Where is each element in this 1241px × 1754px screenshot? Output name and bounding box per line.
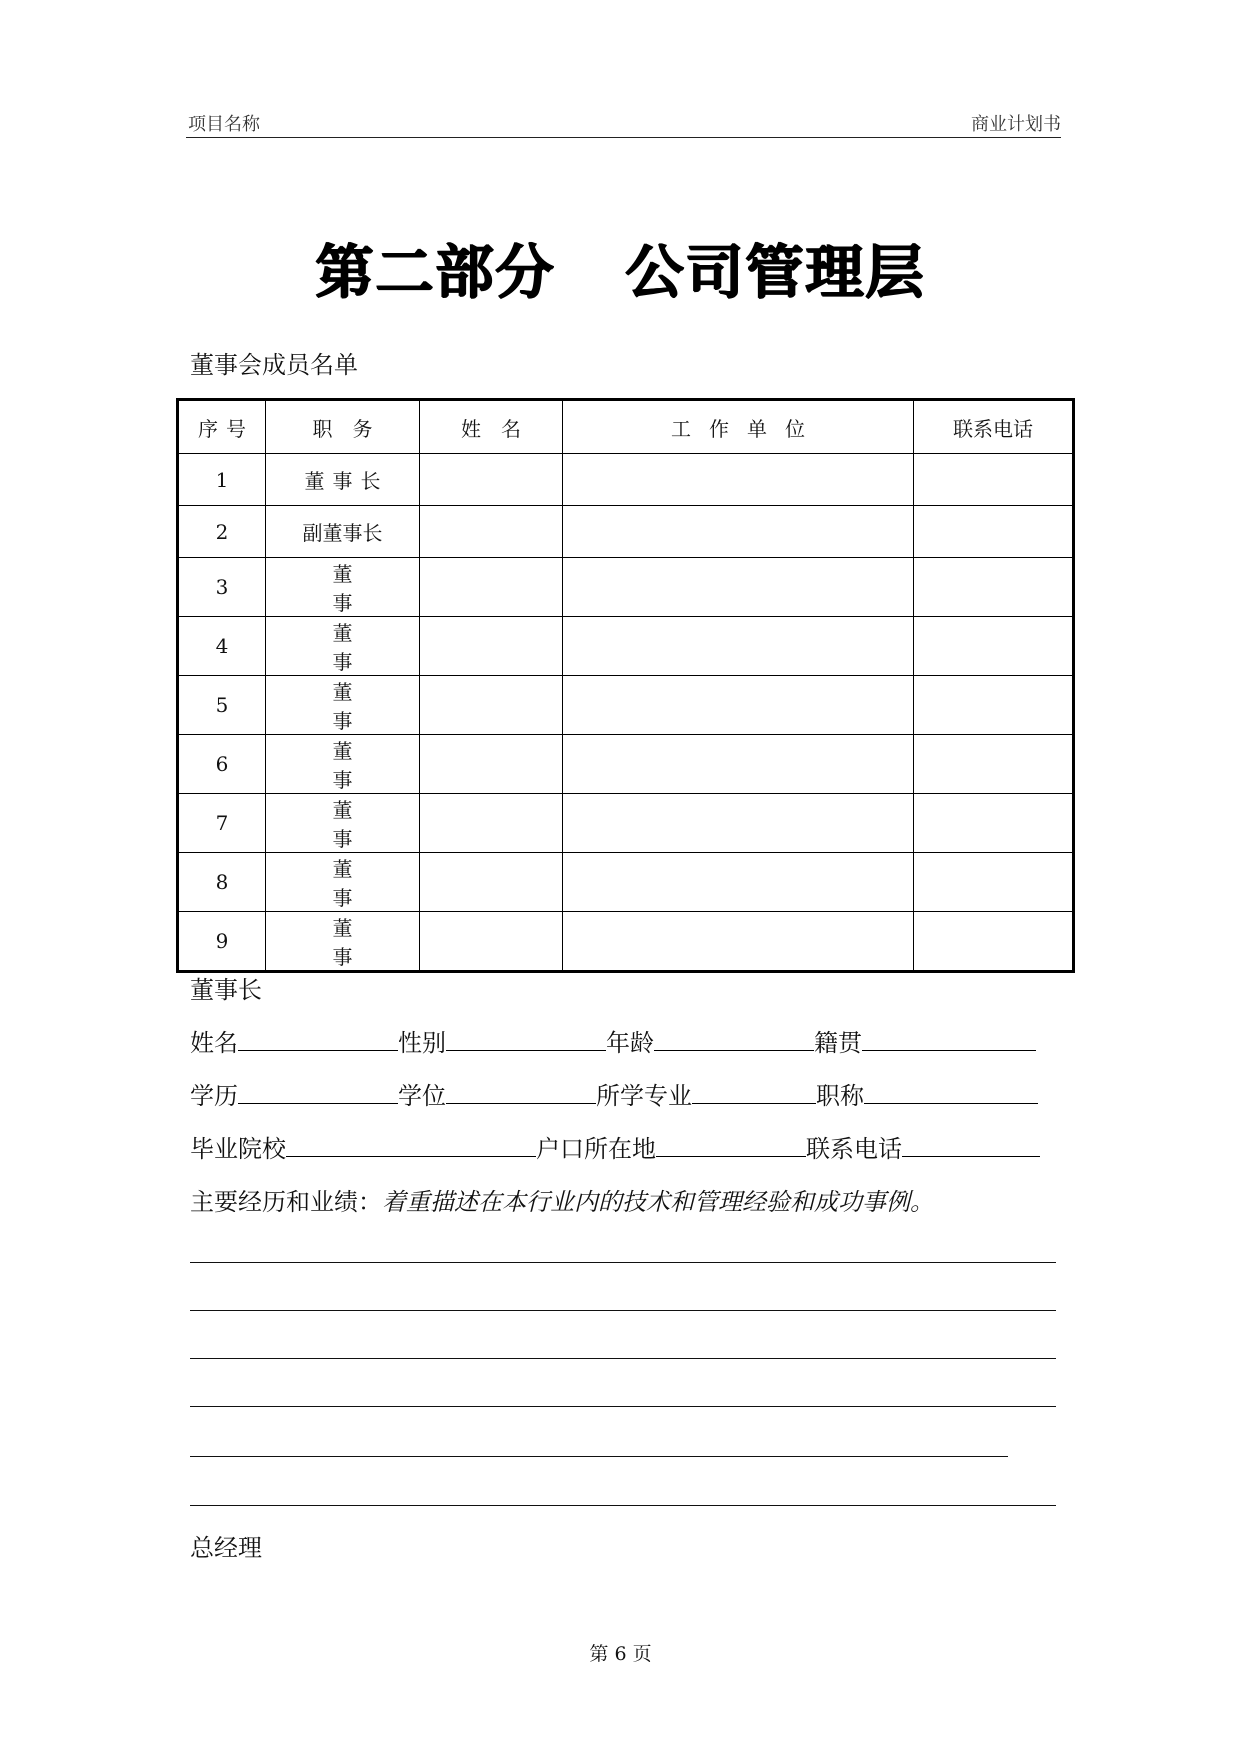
row-no: 1 bbox=[178, 454, 266, 506]
row-phone-cell[interactable] bbox=[914, 506, 1074, 558]
table-header-row bbox=[178, 400, 1074, 454]
title-label: 职称 bbox=[816, 1082, 864, 1110]
phone-blank[interactable] bbox=[902, 1134, 1040, 1157]
row-no: 9 bbox=[178, 912, 266, 972]
row-name-cell[interactable] bbox=[420, 853, 563, 912]
row-name-cell[interactable] bbox=[420, 454, 563, 506]
hukou-blank[interactable] bbox=[656, 1134, 806, 1157]
row-name-cell[interactable] bbox=[420, 558, 563, 617]
col-header-position: 职 务 bbox=[266, 400, 420, 454]
row-phone-cell[interactable] bbox=[914, 617, 1074, 676]
row-unit-cell[interactable] bbox=[563, 454, 914, 506]
row-position: 董事 bbox=[266, 912, 420, 972]
education-label: 学历 bbox=[190, 1082, 238, 1110]
age-label: 年龄 bbox=[606, 1029, 654, 1057]
age-blank[interactable] bbox=[654, 1028, 814, 1051]
table-row bbox=[178, 735, 1074, 794]
table-row bbox=[178, 676, 1074, 735]
part-number: 第二部分 bbox=[315, 238, 556, 306]
school-label: 毕业院校 bbox=[190, 1135, 286, 1163]
row-position: 董事 bbox=[266, 735, 420, 794]
row-phone-cell[interactable] bbox=[914, 454, 1074, 506]
row-unit-cell[interactable] bbox=[563, 676, 914, 735]
row-no: 8 bbox=[178, 853, 266, 912]
table-row bbox=[178, 558, 1074, 617]
row-name-cell[interactable] bbox=[420, 912, 563, 972]
fill-line[interactable] bbox=[190, 1456, 1008, 1457]
degree-label: 学位 bbox=[398, 1082, 446, 1110]
name-label: 姓名 bbox=[190, 1029, 238, 1057]
major-blank[interactable] bbox=[692, 1081, 816, 1104]
row-unit-cell[interactable] bbox=[563, 506, 914, 558]
row-unit-cell[interactable] bbox=[563, 794, 914, 853]
col-header-no: 序号 bbox=[178, 400, 266, 454]
row-name-cell[interactable] bbox=[420, 676, 563, 735]
row-unit-cell[interactable] bbox=[563, 853, 914, 912]
table-row bbox=[178, 617, 1074, 676]
row-name-cell[interactable] bbox=[420, 794, 563, 853]
row-no: 6 bbox=[178, 735, 266, 794]
board-section-label: 董事会成员名单 bbox=[190, 351, 358, 379]
header-right: 商业计划书 bbox=[971, 114, 1061, 135]
education-blank[interactable] bbox=[238, 1081, 398, 1104]
phone-label: 联系电话 bbox=[806, 1135, 902, 1163]
row-position: 董事 bbox=[266, 853, 420, 912]
col-header-name: 姓 名 bbox=[420, 400, 563, 454]
row-phone-cell[interactable] bbox=[914, 794, 1074, 853]
row-unit-cell[interactable] bbox=[563, 617, 914, 676]
title-blank[interactable] bbox=[864, 1081, 1038, 1104]
row-unit-cell[interactable] bbox=[563, 735, 914, 794]
name-blank[interactable] bbox=[238, 1028, 398, 1051]
row-phone-cell[interactable] bbox=[914, 735, 1074, 794]
fill-line[interactable] bbox=[190, 1505, 1056, 1506]
row-no: 3 bbox=[178, 558, 266, 617]
gm-label: 总经理 bbox=[190, 1534, 262, 1562]
board-members-table bbox=[176, 398, 1075, 973]
school-blank[interactable] bbox=[286, 1134, 536, 1157]
table-row bbox=[178, 454, 1074, 506]
row-phone-cell[interactable] bbox=[914, 558, 1074, 617]
fill-line[interactable] bbox=[190, 1406, 1056, 1407]
degree-blank[interactable] bbox=[446, 1081, 596, 1104]
table-row bbox=[178, 506, 1074, 558]
fill-line[interactable] bbox=[190, 1358, 1056, 1359]
row-no: 4 bbox=[178, 617, 266, 676]
major-label: 所学专业 bbox=[596, 1082, 692, 1110]
hukou-label: 户口所在地 bbox=[536, 1135, 656, 1163]
chairman-label: 董事长 bbox=[190, 976, 262, 1004]
col-header-unit: 工作单位 bbox=[563, 400, 914, 454]
row-position: 董事 bbox=[266, 617, 420, 676]
fill-line[interactable] bbox=[190, 1262, 1056, 1263]
row-position: 董事 bbox=[266, 558, 420, 617]
chairman-basic-row bbox=[190, 1023, 1058, 1058]
row-unit-cell[interactable] bbox=[563, 558, 914, 617]
table-row bbox=[178, 912, 1074, 972]
part-title bbox=[0, 225, 1241, 309]
page-number: 第 6 页 bbox=[589, 1643, 652, 1665]
row-phone-cell[interactable] bbox=[914, 912, 1074, 972]
row-no: 2 bbox=[178, 506, 266, 558]
header-left: 项目名称 bbox=[188, 114, 260, 135]
table-row bbox=[178, 794, 1074, 853]
row-name-cell[interactable] bbox=[420, 506, 563, 558]
origin-blank[interactable] bbox=[862, 1028, 1036, 1051]
chairman-school-row bbox=[190, 1129, 1058, 1164]
chairman-education-row bbox=[190, 1076, 1058, 1111]
gender-blank[interactable] bbox=[446, 1028, 606, 1051]
row-phone-cell[interactable] bbox=[914, 853, 1074, 912]
part-name: 公司管理层 bbox=[625, 238, 926, 306]
experience-label: 主要经历和业绩： bbox=[190, 1188, 382, 1216]
row-name-cell[interactable] bbox=[420, 617, 563, 676]
experience-hint: 着重描述在本行业内的技术和管理经验和成功事例。 bbox=[382, 1188, 934, 1216]
row-name-cell[interactable] bbox=[420, 735, 563, 794]
row-no: 5 bbox=[178, 676, 266, 735]
row-position: 董事长 bbox=[266, 454, 420, 506]
row-position: 董事 bbox=[266, 676, 420, 735]
col-header-phone: 联系电话 bbox=[914, 400, 1074, 454]
table-row bbox=[178, 853, 1074, 912]
row-position: 副董事长 bbox=[266, 506, 420, 558]
row-unit-cell[interactable] bbox=[563, 912, 914, 972]
origin-label: 籍贯 bbox=[814, 1029, 862, 1057]
row-phone-cell[interactable] bbox=[914, 676, 1074, 735]
gender-label: 性别 bbox=[398, 1029, 446, 1057]
experience-row bbox=[190, 1182, 1058, 1217]
fill-line[interactable] bbox=[190, 1310, 1056, 1311]
row-position: 董事 bbox=[266, 794, 420, 853]
row-no: 7 bbox=[178, 794, 266, 853]
header-rule bbox=[186, 137, 1061, 138]
